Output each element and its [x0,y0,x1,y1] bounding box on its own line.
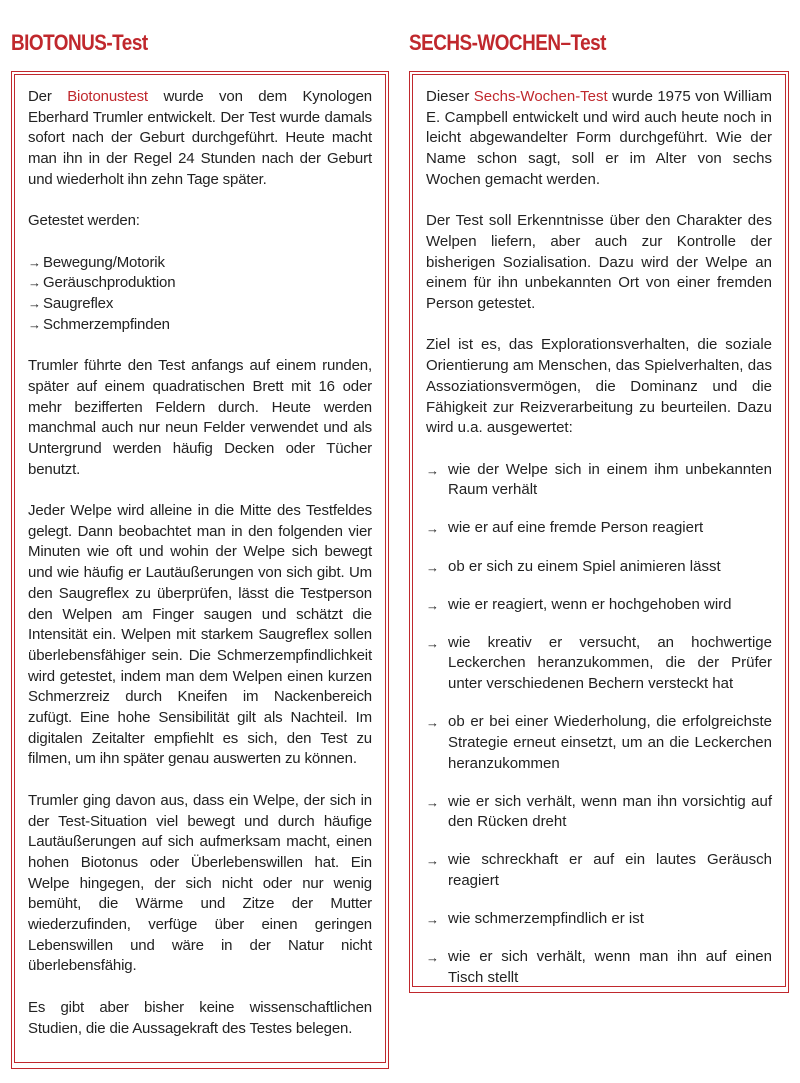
list-item: → wie er auf eine fremde Person reagiert [426,518,772,539]
six-weeks-box-inner [412,74,786,987]
arrow-right-icon: → [426,853,439,869]
biotonus-paragraph-5: Es gibt aber bisher keine wissenschaftlichen Studien, die die Aussagekraft des Testes belegen. [28,998,372,1037]
list-item: → wie schmerzempfindlich er ist [426,909,772,930]
list-item: → Saugreflex [28,294,372,315]
tested-label: Getestet werden: [28,212,140,230]
biotonus-heading: BIOTONUS-Test [11,30,148,55]
arrow-right-icon: → [426,597,439,613]
tested-list [28,253,372,336]
six-weeks-intro: Dieser Sechs-Wochen-Test wurde 1975 von William E. Campbell entwickelt und wird auch heute noch in leicht abgewandelter Form durchgeführt. Wie der Name schon sagt, soll er im Alter von sechs Wochen gemacht werden. [426,88,773,188]
biotonus-paragraph-2: Trumler führte den Test anfangs auf einem runden, später auf einem quadratischen Brett mit 16 oder mehr bezifferten Feldern durch. Heute werden manchmal auch nur neun Felder verwendet und als Untergrund werden häufig Decken oder Tücher benutzt. [28,357,372,478]
six-weeks-box-outer [409,71,789,993]
list-item: → Schmerzempfinden [28,315,372,336]
evaluation-list [426,460,772,989]
list-item: → Geräuschproduktion [28,273,372,294]
biotonus-paragraph-3: Jeder Welpe wird alleine in die Mitte des Testfeldes gelegt. Dann beobachtet man in den folgenden vier Minuten wie oft und wohin der Welpe sich bewegt und wie häufig er Lautäußerungen von sich gibt. Um den Saugreflex zu überprüfen, lässt die Testperson den Welpen am Finger saugen und schätzt die Intensität ein. Welpen mit starkem Saugreflex sollen überlebensfähiger sein. Die Schmerzempfindlichkeit wird getestet, indem man dem Welpen einen kurzen Schmerzreiz durch Kneifen im Nackenbereich zufügt. Eine hohe Sensibilität gilt als Nachteil. Im digitalen Zeitalter empfiehlt es sich, den Test zu filmen, um ihn später genau auswerten zu können. [28,502,372,768]
biotonus-highlight: Biotonustest [67,88,148,105]
arrow-right-icon: → [426,635,439,651]
arrow-right-icon: → [426,462,439,478]
arrow-right-icon: → [426,794,439,810]
arrow-right-icon: → [426,521,439,537]
arrow-right-icon: → [28,296,41,311]
list-item: → wie er sich verhält, wenn man ihn auf einen Tisch stellt [426,948,772,987]
six-weeks-paragraph-3: Ziel ist es, das Explorationsverhalten, die soziale Orientierung am Menschen, das Spielverhalten, das Assoziationsvermögen, die Dominanz und die Fähigkeit zur Reizverarbeitung zu beurteilen. Dazu wird u.a. ausgewertet: [426,336,772,437]
six-weeks-paragraph-2: Der Test soll Erkenntnisse über den Charakter des Welpen liefern, aber auch zur Kontrolle der bisherigen Sozialisation. Dazu wird der Welpe an einem für ihn unbekannten Ort von einer fremden Person getestet. [426,212,772,313]
biotonus-box-inner [14,74,386,1063]
arrow-right-icon: → [426,950,439,966]
list-item: → wie der Welpe sich in einem ihm unbekannten Raum verhält [426,460,772,499]
list-item: → ob er sich zu einem Spiel animieren lässt [426,557,772,578]
arrow-right-icon: → [28,254,41,270]
arrow-right-icon: → [426,715,439,731]
list-item: → wie kreativ er versucht, an hochwertige Leckerchen heranzukommen, die der Prüfer unter verschiedenen Bechern versteckt hat [426,633,772,693]
biotonus-intro: Der Biotonustest wurde von dem Kynologen Eberhard Trumler entwickelt. Der Test wurde damals sofort nach der Geburt durchgeführt. Heute macht man ihn in der Regel 24 Stunden nach der Geburt und wiederholt ihn zehn Tage später. [28,88,372,188]
six-weeks-highlight: Sechs-Wochen-Test [473,88,608,105]
list-item: → wie er sich verhält, wenn man ihn vorsichtig auf den Rücken dreht [426,792,772,831]
arrow-right-icon: → [28,316,41,332]
arrow-right-icon: → [426,912,439,928]
arrow-right-icon: → [28,275,41,291]
six-weeks-heading: SECHS-WOCHEN–Test [409,30,606,55]
biotonus-box-outer [11,71,389,1069]
arrow-right-icon: → [426,559,439,575]
biotonus-paragraph-4: Trumler ging davon aus, dass ein Welpe, der sich in der Test-Situation viel bewegt und durch häufige Lautäußerungen auf sich aufmerksam macht, einen hohen Biotonus oder Überlebenswillen hat. Ein Welpe hingegen, der sich nicht oder nur wenig bemüht, die Wärme und Zitze der Mutter wiederzufinden, verfüge über einen geringen Lebenswillen und wäre in der Natur nicht überlebensfähig. [28,791,372,975]
list-item: → ob er bei einer Wiederholung, die erfolgreichste Strategie erneut einsetzt, um an die Leckerchen heranzukommen [426,713,772,772]
list-item: → Bewegung/Motorik [28,253,372,274]
list-item: → wie schreckhaft er auf ein lautes Geräusch reagiert [426,851,772,890]
list-item: → wie er reagiert, wenn er hochgehoben wird [426,595,772,616]
